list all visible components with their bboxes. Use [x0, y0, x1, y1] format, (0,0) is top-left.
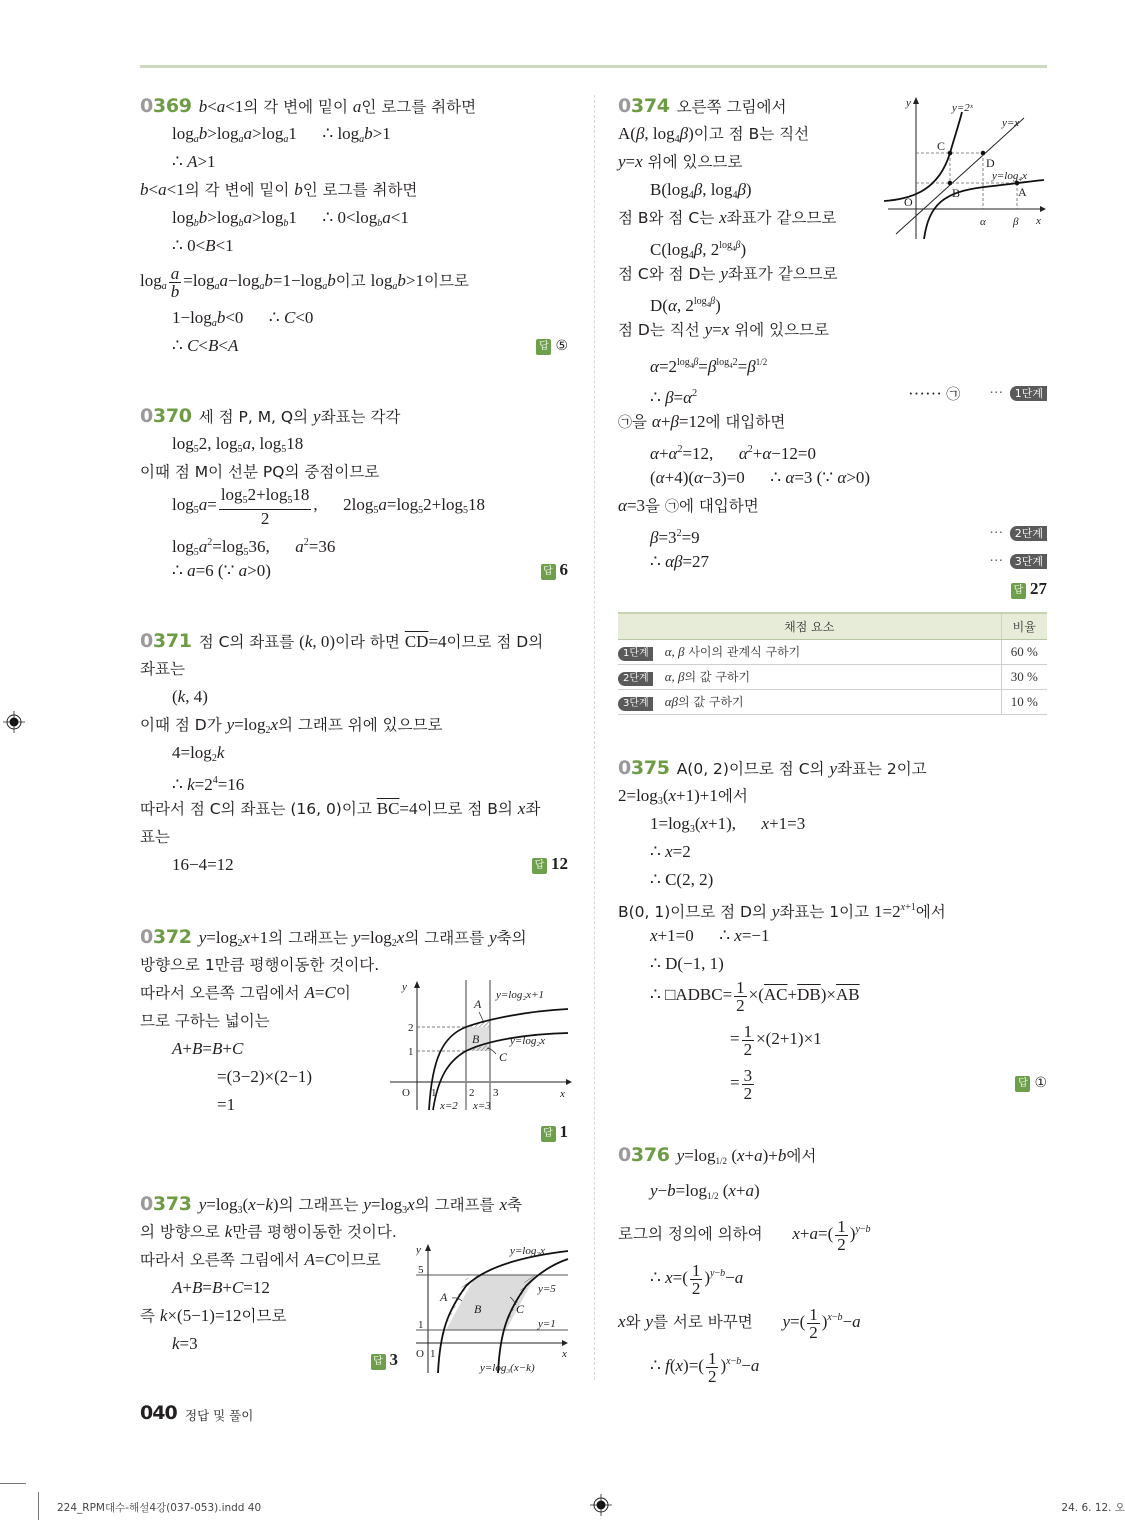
problem-0375-line-3: $1=\log_3(x+1)$, x+1=3	[650, 814, 806, 835]
svg-text:y=log₂x: y=log₂x	[510, 1035, 546, 1047]
problem-0369-line-8: $1-\log_ab<0$ ∴ C<0	[172, 308, 314, 329]
problem-0371-line-4: 이때 점 D가 $y=\log_2x$의 그래프 위에 있으므로	[140, 715, 443, 736]
answer-badge: 답	[541, 1126, 556, 1142]
problem-0370-line-3: 이때 점 M이 선분 PQ의 중점이므로	[140, 463, 380, 481]
problem-0374-line-11: ∴ $\beta=\alpha^2$	[650, 388, 698, 407]
step-badge: 3단계	[618, 697, 653, 711]
graph-0374	[884, 94, 1049, 239]
rubric-row: 3단계 αβ의 값 구하기 10 %	[618, 689, 1047, 714]
svg-text:3: 3	[493, 1087, 499, 1099]
svg-text:x: x	[560, 1088, 565, 1100]
problem-0376-line-4: ∴ x=( $\frac{1}{2}$ )$^{y-b}$−a	[650, 1260, 744, 1298]
svg-text:y=log₃(x−k): y=log₃(x−k)	[480, 1362, 535, 1374]
registration-mark-icon	[590, 1494, 612, 1516]
answer: 답 6	[541, 560, 569, 580]
problem-0369-line-5: $\log_bb>\log_ba>\log_b1$ ∴ $0<\log_ba<1$	[172, 208, 409, 229]
problem-0372-line-5: A+B=B+C	[172, 1039, 244, 1058]
problem-0371-line-3: (k, 4)	[172, 687, 208, 706]
problem-0370-line-1: 0370 세 점 P, M, Q의 y좌표는 각각	[140, 405, 401, 427]
problem-0371-line-6: ∴ $k=2^4=16$	[172, 775, 245, 794]
problem-0375-line-11: = $\frac{3}{2}$	[730, 1065, 753, 1103]
svg-text:A: A	[1018, 185, 1027, 199]
svg-text:y: y	[416, 1244, 421, 1256]
problem-number: 0375	[618, 757, 670, 779]
problem-0375-line-9: ∴ □ADBC= $\frac{1}{2}$ $\times(\overline{AC}+\overline{DB})\times\overline{AB}$	[650, 977, 860, 1015]
column-divider	[594, 95, 595, 1380]
problem-0370-line-2: $\log_52$, $\log_5a$, $\log_518$	[172, 434, 304, 455]
svg-text:x=3: x=3	[473, 1100, 491, 1112]
svg-text:B: B	[472, 1032, 480, 1046]
answer-badge: 답	[371, 1354, 386, 1370]
problem-0370-line-5: $\log_5a^2=\log_536$, $a^2=36$	[172, 537, 336, 558]
problem-0374-line-1: 0374 오른쪽 그림에서	[618, 95, 787, 117]
svg-text:1: 1	[408, 1046, 414, 1058]
problem-0369-line-4: b<a<1의 각 변에 밑이 b인 로그를 취하면	[140, 180, 418, 199]
top-rule	[140, 65, 1047, 68]
svg-text:y=log₂x+1: y=log₂x+1	[496, 989, 544, 1001]
svg-text:D: D	[986, 156, 995, 170]
problem-0375-line-4: ∴ x=2	[650, 842, 691, 861]
problem-0376-line-3: 로그의 정의에 의하여 x+a=( $\frac{1}{2}$ )$^{y-b}$	[618, 1216, 871, 1254]
svg-text:A: A	[474, 997, 482, 1011]
svg-text:y=5: y=5	[538, 1283, 556, 1295]
problem-0373-line-6: k=3	[172, 1334, 198, 1353]
problem-0374-line-5: 점 B와 점 C는 x좌표가 같으므로	[618, 208, 837, 227]
problem-number: 0369	[140, 95, 192, 117]
svg-text:B: B	[952, 186, 961, 200]
answer-badge: 답	[1011, 583, 1026, 599]
svg-text:1: 1	[418, 1319, 424, 1331]
problem-0375-line-5: ∴ C(2, 2)	[650, 870, 714, 889]
problem-0374-line-16: $\beta=3^2=9$	[650, 528, 700, 547]
svg-text:2: 2	[469, 1087, 475, 1099]
step-badge: 3단계	[1010, 554, 1047, 569]
problem-0372-line-2: 방향으로 1만큼 평행이동한 것이다.	[140, 956, 380, 974]
problem-0372-line-6: =(3−2)×(2−1)	[217, 1067, 312, 1086]
section-label: 정답 및 풀이	[185, 1408, 254, 1423]
problem-0372-line-7: =1	[217, 1095, 236, 1114]
rubric-row: 1단계 α, β 사이의 관계식 구하기 60 %	[618, 639, 1047, 664]
svg-text:y=log₃x: y=log₃x	[510, 1245, 546, 1257]
step-badge: 2단계	[618, 672, 653, 686]
problem-0374-line-9: 점 D는 직선 y=x 위에 있으므로	[618, 320, 829, 339]
svg-text:y: y	[906, 97, 911, 109]
svg-text:5: 5	[418, 1264, 424, 1276]
problem-0375-line-2: $2=\log_3(x+1)+1$에서	[618, 786, 748, 807]
problem-0373-line-1: 0373 $y=\log_3(x-k)$의 그래프는 $y=\log_3x$의 그래프를 x축	[140, 1193, 522, 1216]
svg-text:x: x	[1036, 215, 1041, 227]
problem-0374-line-6: $C(\log_4\beta$, $2^{log_4\beta}$)	[650, 240, 747, 261]
svg-text:β: β	[1013, 216, 1019, 228]
problem-0374-line-13: $\alpha+\alpha^2=12$, $\alpha^2+\alpha-12=0$	[650, 444, 816, 463]
problem-0375-line-1: 0375 A(0, 2)이므로 점 C의 y좌표는 2이고	[618, 757, 927, 779]
svg-text:y=1: y=1	[538, 1318, 556, 1330]
problem-0373-line-4: A+B=B+C=12	[172, 1278, 270, 1297]
answer-badge: 답	[1015, 1076, 1030, 1092]
svg-text:y: y	[402, 981, 407, 993]
problem-number: 0372	[140, 926, 192, 948]
svg-text:α: α	[980, 216, 986, 228]
problem-0370-line-4: $\log_5a=$ $\frac{\log_52+\log_518}{2}$ , $2\log_5a=\log_52+\log_518$	[172, 484, 485, 528]
answer: 답 ⑤	[536, 335, 568, 355]
graph-0372	[388, 978, 573, 1113]
problem-0370-line-6: ∴ a=6 (∵ a>0)	[172, 561, 271, 580]
problem-0373-line-2: 의 방향으로 k만큼 평행이동한 것이다.	[140, 1222, 397, 1241]
problem-0372-line-1: 0372 $y=\log_2x+1$의 그래프는 $y=\log_2x$의 그래프를 y축의	[140, 926, 527, 949]
problem-0369-line-3: ∴ A>1	[172, 152, 216, 171]
problem-0376-line-6: ∴ f(x)=( $\frac{1}{2}$ )$^{x-b}$−a	[650, 1348, 760, 1386]
problem-0369-line-6: ∴ 0<B<1	[172, 236, 234, 255]
problem-0375-line-10: = $\frac{1}{2}$ ×(2+1)×1	[730, 1021, 822, 1059]
problem-0374-line-2: A(β, $\log_4\beta$)이고 점 B는 직선	[618, 124, 810, 145]
problem-0371-line-2: 좌표는	[140, 660, 185, 678]
problem-number: 0370	[140, 405, 192, 427]
svg-text:O: O	[416, 1348, 424, 1360]
problem-0371-line-8: 표는	[140, 828, 170, 846]
step-badge: 2단계	[1010, 526, 1047, 541]
svg-text:O: O	[402, 1087, 410, 1099]
scoring-rubric-table	[618, 612, 1047, 715]
problem-0375-line-6: B(0, 1)이므로 점 D의 y좌표는 1이고 $1=2^{x+1}$에서	[618, 902, 946, 921]
registration-mark-icon	[3, 711, 25, 733]
page-number: 040	[140, 1402, 177, 1424]
problem-0369-line-2: $\log_ab>\log_aa>\log_a1$ ∴ $\log_ab>1$	[172, 124, 391, 145]
answer-badge: 답	[536, 339, 551, 355]
crop-mark	[0, 1483, 26, 1484]
svg-text:1: 1	[431, 1087, 437, 1099]
problem-0376-line-5: x와 y를 서로 바꾸면 y=( $\frac{1}{2}$ )$^{x-b}$−a	[618, 1304, 861, 1342]
marker-1: ······ ㉠	[908, 384, 961, 403]
svg-text:C: C	[516, 1302, 525, 1316]
svg-text:C: C	[937, 139, 946, 153]
problem-0374-line-17: ∴ αβ=27	[650, 552, 710, 571]
step-badge: 1단계	[1010, 386, 1047, 401]
problem-0374-line-7: 점 C와 점 D는 y좌표가 같으므로	[618, 264, 838, 283]
svg-text:y=x: y=x	[1002, 117, 1020, 129]
svg-text:x=2: x=2	[440, 1100, 458, 1112]
svg-text:1: 1	[430, 1348, 436, 1360]
problem-0375-line-7: x+1=0 ∴ x=−1	[650, 926, 770, 945]
problem-0374-line-10: $\alpha=2^{log_4\beta}=\beta^{log_42}=\beta^{1/2}$	[650, 357, 768, 376]
rubric-row: 2단계 α, β의 값 구하기 30 %	[618, 664, 1047, 689]
problem-0374-line-3: y=x 위에 있으므로	[618, 152, 743, 171]
svg-text:x: x	[562, 1348, 567, 1360]
problem-0373-line-3: 따라서 오른쪽 그림에서 A=C이므로	[140, 1250, 381, 1269]
problem-0371-line-1: 0371 점 C의 좌표를 (k, 0)이라 하면 $\overline{CD}=4$이므로 점 D의	[140, 630, 544, 652]
problem-number: 0373	[140, 1193, 192, 1215]
answer: 답 27	[1011, 579, 1047, 599]
answer-badge: 답	[541, 564, 556, 580]
step-2: ··· 2단계	[989, 526, 1047, 542]
svg-text:2: 2	[408, 1022, 414, 1034]
step-badge: 1단계	[618, 647, 653, 661]
problem-0374-line-4: $B(\log_4\beta$, $\log_4\beta$)	[650, 180, 752, 201]
graph-0373	[416, 1241, 571, 1376]
crop-mark	[38, 1492, 39, 1520]
problem-0372-line-3: 따라서 오른쪽 그림에서 A=C이	[140, 983, 351, 1002]
answer: 답 12	[532, 854, 568, 874]
problem-0372-line-4: 므로 구하는 넓이는	[140, 1012, 270, 1030]
problem-0374-line-12: ㉠을 α+β=12에 대입하면	[618, 412, 786, 431]
rubric-header-element: 채점 요소	[618, 613, 1001, 639]
svg-text:B: B	[474, 1302, 482, 1316]
answer: 답 3	[371, 1350, 399, 1370]
problem-number: 0376	[618, 1144, 670, 1166]
answer-badge: 답	[532, 858, 547, 874]
svg-text:A: A	[440, 1290, 448, 1304]
problem-0375-line-8: ∴ D(−1, 1)	[650, 954, 724, 973]
svg-text:C: C	[499, 1050, 508, 1064]
file-slug: 224_RPM대수-해설4강(037-053).indd 40	[57, 1502, 262, 1514]
svg-text:y=2ˣ: y=2ˣ	[952, 102, 973, 114]
problem-0371-line-5: $4=\log_2k$	[172, 743, 225, 764]
svg-text:O: O	[904, 195, 913, 209]
problem-0374-line-8: D(α, $2^{log_4\beta}$)	[650, 296, 721, 315]
problem-0369-line-9: ∴ C<B<A	[172, 336, 239, 355]
problem-0373-line-5: 즉 k×(5−1)=12이므로	[140, 1306, 287, 1325]
svg-text:y=log₄x: y=log₄x	[992, 170, 1028, 182]
print-date: 24. 6. 12. 오	[1061, 1502, 1125, 1514]
problem-0374-line-15: α=3을 ㉠에 대입하면	[618, 496, 759, 515]
problem-0376-line-1: 0376 $y=\log_{1/2}$ (x+a)+b에서	[618, 1144, 817, 1166]
problem-0369-line-1: 0369 b<a<1의 각 변에 밑이 a인 로그를 취하면	[140, 95, 477, 117]
rubric-header-ratio: 비율	[1001, 613, 1047, 639]
problem-0371-line-7: 따라서 점 C의 좌표는 (16, 0)이고 $\overline{BC}=4$이므로 점 B의 x좌	[140, 799, 541, 818]
problem-0376-line-2: $y-b=\log_{1/2}$ (x+a)	[650, 1181, 760, 1201]
problem-number: 0374	[618, 95, 670, 117]
step-3: ··· 3단계	[989, 554, 1047, 570]
problem-0369-line-7: $\log_a$ $\frac{a}{b}$ $=\log_aa-\log_ab=1-\log_ab$이고 $\log_ab>1$이므로	[140, 263, 469, 301]
problem-0371-line-9: 16−4=12	[172, 855, 234, 874]
answer: 답 ①	[1015, 1072, 1047, 1092]
step-1: ··· 1단계	[989, 386, 1047, 402]
problem-0374-line-14: (α+4)(α−3)=0 ∴ α=3 (∵ α>0)	[650, 468, 871, 487]
answer: 답 1	[541, 1122, 569, 1142]
problem-number: 0371	[140, 630, 192, 652]
